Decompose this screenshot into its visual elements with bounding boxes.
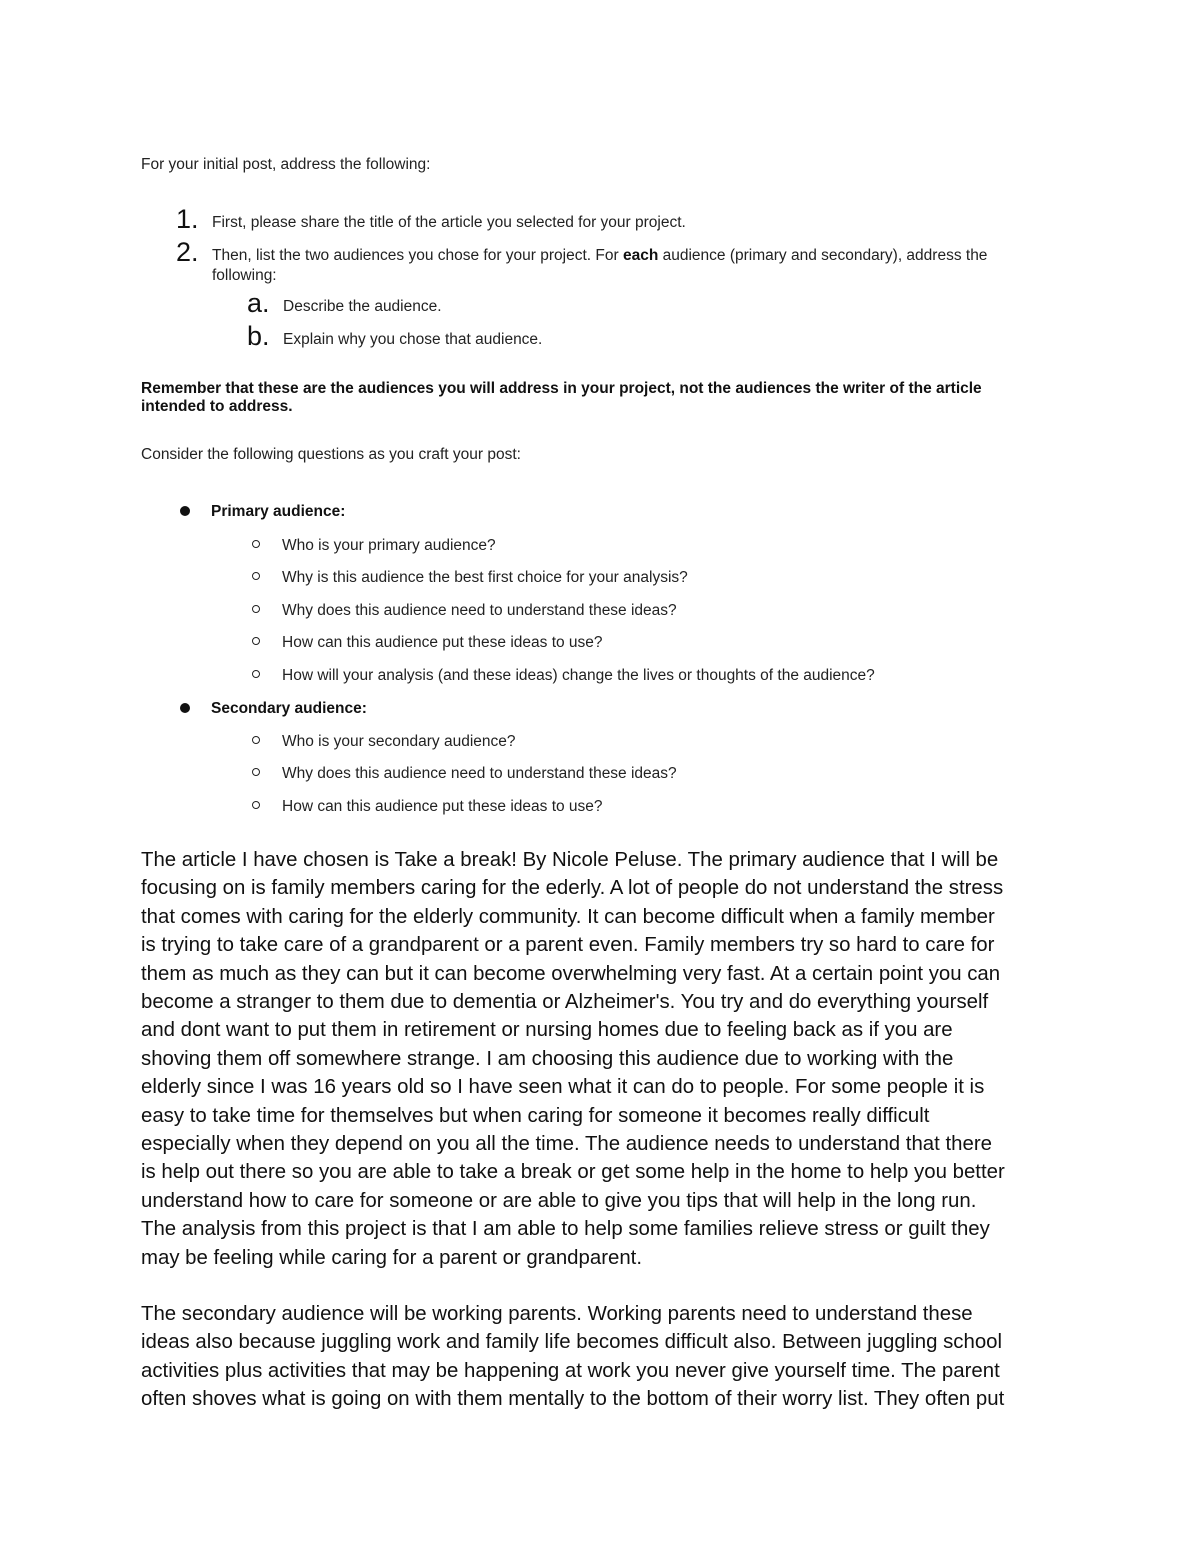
prompt-item-2	[212, 246, 987, 266]
paragraph-line: that comes with caring for the elderly community. It can become difficult when a family member	[141, 905, 995, 928]
paragraph-line: understand how to care for someone or are able to give you tips that will help in the long run.	[141, 1189, 977, 1212]
paragraph-line: and dont want to put them in retirement or nursing homes due to feeling back as if you are	[141, 1019, 953, 1042]
sublist-marker-b: b.	[247, 321, 270, 351]
prompt-subitem-b: Explain why you chose that audience.	[283, 331, 543, 348]
prompt-intro: For your initial post, address the following:	[141, 156, 431, 173]
bullet-hollow-icon	[252, 801, 260, 809]
paragraph-line: is help out there so you are able to take a break or get some help in the home to help you better	[141, 1161, 1005, 1184]
prompt-item-1: First, please share the title of the article you selected for your project.	[212, 214, 686, 231]
secondary-heading: Secondary audience:	[211, 700, 367, 717]
bullet-filled-icon	[180, 506, 190, 516]
primary-heading: Primary audience:	[211, 503, 346, 520]
paragraph-line: is trying to take care of a grandparent or a parent even. Family members try so hard to care for	[141, 934, 995, 957]
secondary-question-1: Who is your secondary audience?	[282, 733, 516, 750]
prompt-item-2-bold: each	[622, 247, 659, 264]
bullet-hollow-icon	[252, 736, 260, 744]
reminder-line-1: Remember that these are the audiences you will address in your project, not the audiences the writer of the article	[141, 380, 982, 397]
primary-question-1: Who is your primary audience?	[282, 537, 496, 554]
paragraph-line: The secondary audience will be working parents. Working parents need to understand these	[141, 1303, 973, 1325]
bullet-hollow-icon	[252, 670, 260, 678]
bullet-filled-icon	[180, 703, 190, 713]
paragraph-line: easy to take time for themselves but when caring for someone it becomes really difficult	[141, 1104, 930, 1127]
paragraph-line: especially when they depend on you all the time. The audience needs to understand that there	[141, 1133, 992, 1156]
primary-question-3: Why does this audience need to understand these ideas?	[282, 602, 677, 619]
primary-question-5: How will your analysis (and these ideas) change the lives or thoughts of the audience?	[282, 667, 875, 684]
primary-question-2: Why is this audience the best first choice for your analysis?	[282, 569, 688, 586]
prompt-item-2-text-after: audience (primary and secondary), address the	[658, 247, 988, 264]
sublist-marker-a: a.	[247, 288, 270, 318]
secondary-question-3: How can this audience put these ideas to use?	[282, 798, 603, 815]
reminder-line-2: intended to address.	[141, 398, 293, 415]
prompt-item-2-continuation: following:	[212, 267, 277, 284]
paragraph-line: become a stranger to them due to dementia or Alzheimer's. You try and do everything yourself	[141, 991, 989, 1014]
paragraph-line: activities plus activities that may be happening at work you never give yourself time. The parent	[141, 1359, 1000, 1382]
response-paragraph-1	[141, 846, 1071, 1272]
consider-text: Consider the following questions as you craft your post:	[141, 446, 521, 463]
paragraph-line: The analysis from this project is that I am able to help some families relieve stress or guilt they	[141, 1218, 990, 1241]
bullet-hollow-icon	[252, 768, 260, 776]
bullet-hollow-icon	[252, 637, 260, 645]
paragraph-line: them as much as they can but it can become overwhelming very fast. At a certain point you can	[141, 962, 1001, 985]
paragraph-line: The article I have chosen is Take a break! By Nicole Peluse. The primary audience that I will be	[141, 849, 999, 871]
bullet-hollow-icon	[252, 572, 260, 580]
list-marker-2: 2.	[176, 237, 199, 267]
bullet-hollow-icon	[252, 540, 260, 548]
prompt-subitem-a: Describe the audience.	[283, 298, 442, 315]
primary-question-4: How can this audience put these ideas to use?	[282, 634, 603, 651]
bullet-hollow-icon	[252, 605, 260, 613]
list-marker-1: 1.	[176, 204, 199, 234]
paragraph-line: often shoves what is going on with them mentally to the bottom of their worry list. They often put	[141, 1388, 1005, 1411]
paragraph-line: shoving them off somewhere strange. I am choosing this audience due to working with the	[141, 1047, 954, 1070]
paragraph-line: elderly since I was 16 years old so I have seen what it can do to people. For some people it is	[141, 1076, 985, 1099]
secondary-question-2: Why does this audience need to understand these ideas?	[282, 765, 677, 782]
paragraph-line: focusing on is family members caring for the ederly. A lot of people do not understand the stress	[141, 877, 1004, 900]
prompt-item-2-text-before: Then, list the two audiences you chose for your project. For	[212, 247, 623, 264]
paragraph-line: ideas also because juggling work and family life becomes difficult also. Between juggling school	[141, 1331, 1003, 1354]
paragraph-line: may be feeling while caring for a parent or grandparent.	[141, 1246, 642, 1269]
response-paragraph-2	[141, 1300, 1071, 1414]
